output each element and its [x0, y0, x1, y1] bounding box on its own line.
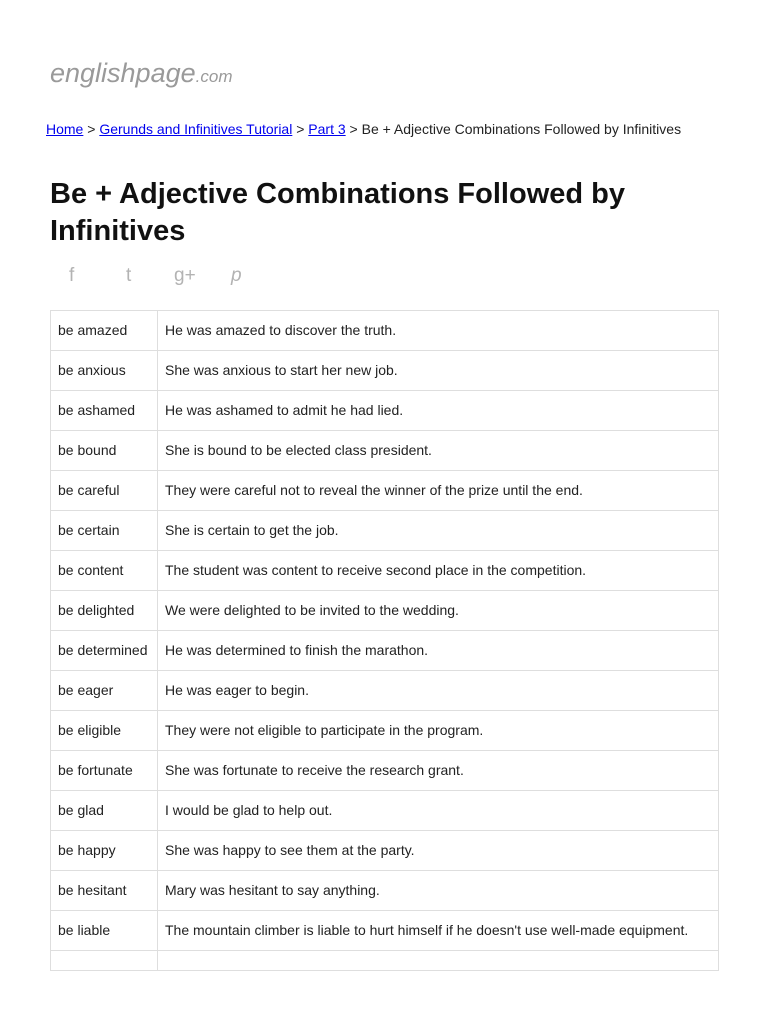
example-cell: We were delighted to be invited to the wedding. [158, 591, 719, 631]
term-cell: be careful [51, 471, 158, 511]
table-row [51, 391, 719, 431]
example-cell: He was ashamed to admit he had lied. [158, 391, 719, 431]
page-bottom-mask [0, 988, 768, 1024]
table-row [51, 871, 719, 911]
term-cell: be ashamed [51, 391, 158, 431]
term-cell: be eager [51, 671, 158, 711]
example-cell: She is bound to be elected class president. [158, 431, 719, 471]
table-row [51, 671, 719, 711]
table-row [51, 711, 719, 751]
combinations-table [50, 310, 719, 971]
pinterest-icon[interactable]: p [231, 265, 242, 286]
table-row [51, 791, 719, 831]
breadcrumb-part-link[interactable]: Part 3 [308, 121, 346, 137]
example-cell: She is certain to get the job. [158, 511, 719, 551]
breadcrumb-separator: > [83, 121, 100, 137]
term-cell: be determined [51, 631, 158, 671]
breadcrumb-current: Be + Adjective Combinations Followed by Infinitives [361, 121, 682, 137]
table-row [51, 431, 719, 471]
term-cell: be happy [51, 831, 158, 871]
example-cell: They were not eligible to participate in the program. [158, 711, 719, 751]
site-logo-tld: .com [195, 67, 233, 86]
example-cell: She was anxious to start her new job. [158, 351, 719, 391]
breadcrumb-separator: > [292, 121, 309, 137]
site-logo-name: englishpage [50, 58, 196, 88]
example-cell [158, 951, 719, 971]
term-cell: be fortunate [51, 751, 158, 791]
example-cell: The mountain climber is liable to hurt himself if he doesn't use well-made equipment. [158, 911, 719, 951]
example-cell: They were careful not to reveal the winner of the prize until the end. [158, 471, 719, 511]
term-cell: be certain [51, 511, 158, 551]
example-cell: I would be glad to help out. [158, 791, 719, 831]
term-cell: be bound [51, 431, 158, 471]
example-cell: He was amazed to discover the truth. [158, 311, 719, 351]
term-cell: be content [51, 551, 158, 591]
table-row [51, 951, 719, 971]
breadcrumb-separator: > [345, 121, 362, 137]
term-cell: be amazed [51, 311, 158, 351]
table-row [51, 751, 719, 791]
table-row [51, 911, 719, 951]
table-row [51, 831, 719, 871]
term-cell [51, 951, 158, 971]
example-cell: Mary was hesitant to say anything. [158, 871, 719, 911]
site-logo[interactable] [50, 58, 232, 89]
table-row [51, 511, 719, 551]
table-row [51, 551, 719, 591]
page-title: Be + Adjective Combinations Followed by Infinitives [50, 178, 625, 247]
example-cell: She was happy to see them at the party. [158, 831, 719, 871]
google-plus-icon[interactable]: g+ [174, 265, 196, 286]
table-row [51, 311, 719, 351]
term-cell: be hesitant [51, 871, 158, 911]
table-row [51, 471, 719, 511]
table-row [51, 631, 719, 671]
example-cell: She was fortunate to receive the research grant. [158, 751, 719, 791]
example-cell: He was eager to begin. [158, 671, 719, 711]
term-cell: be liable [51, 911, 158, 951]
term-cell: be delighted [51, 591, 158, 631]
social-share-bar [69, 265, 242, 287]
breadcrumb-home-link[interactable]: Home [46, 121, 84, 137]
term-cell: be anxious [51, 351, 158, 391]
example-cell: The student was content to receive second place in the competition. [158, 551, 719, 591]
breadcrumb-tutorial-link[interactable]: Gerunds and Infinitives Tutorial [99, 121, 293, 137]
table-row [51, 351, 719, 391]
table-row [51, 591, 719, 631]
example-cell: He was determined to finish the marathon. [158, 631, 719, 671]
facebook-icon[interactable]: f [69, 265, 75, 286]
breadcrumb [46, 121, 681, 137]
term-cell: be eligible [51, 711, 158, 751]
term-cell: be glad [51, 791, 158, 831]
twitter-icon[interactable]: t [126, 265, 132, 286]
